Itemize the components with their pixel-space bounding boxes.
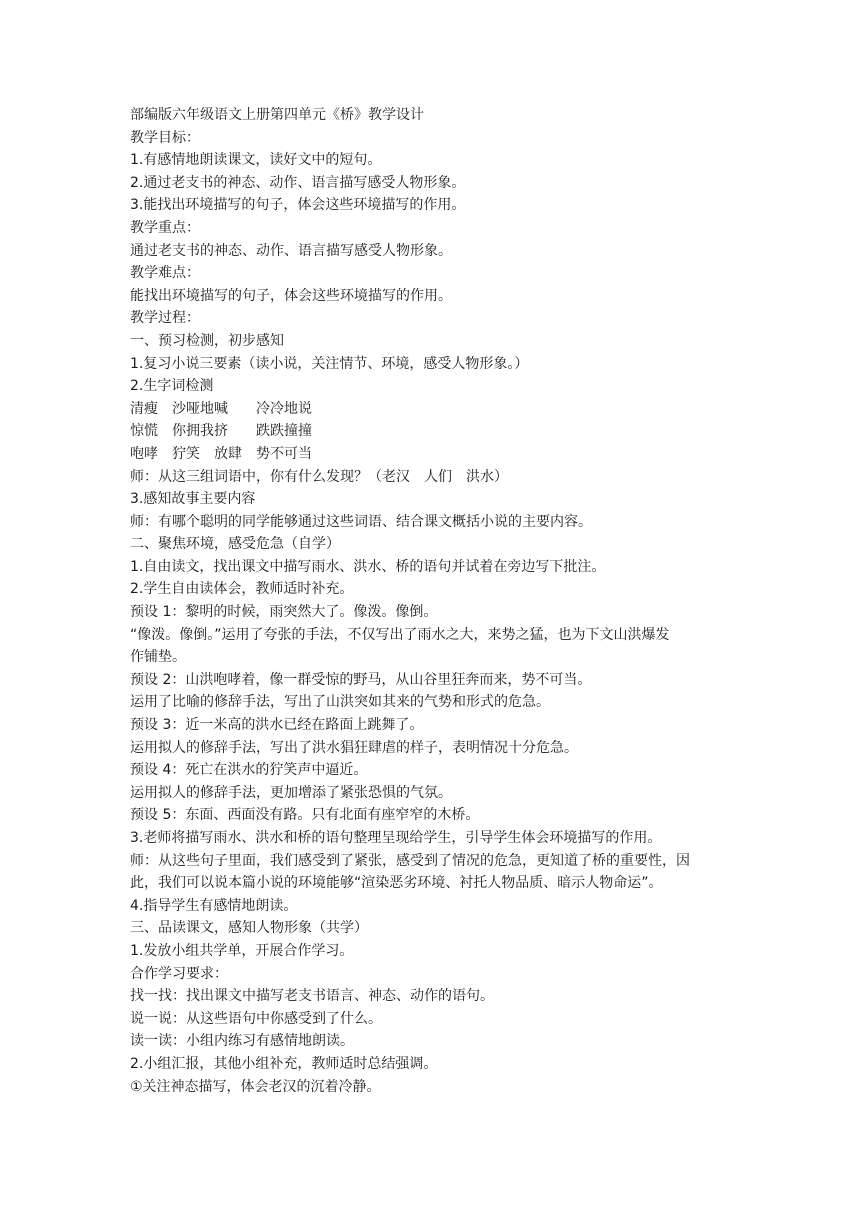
text-line: 预设 2：山洪咆哮着，像一群受惊的野马，从山谷里狂奔而来，势不可当。 [130, 671, 592, 688]
text-line: ①关注神态描写，体会老汉的沉着冷静。 [130, 1078, 381, 1095]
text-line: 预设 1：黎明的时候，雨突然大了。像泼。像倒。 [130, 604, 438, 621]
text-line: 教学过程： [130, 310, 200, 327]
text-line: 运用拟人的修辞手法，写出了洪水猖狂肆虐的样子，表明情况十分危急。 [130, 739, 578, 756]
text-line: 2.学生自由读体会，教师适时补充。 [130, 581, 354, 598]
text-line: 通过老支书的神态、动作、语言描写感受人物形象。 [130, 242, 452, 259]
text-line: 4.指导学生有感情地朗读。 [130, 897, 298, 914]
text-line: 清瘦 沙哑地喊 冷冷地说 [130, 400, 312, 417]
text-line: 教学重点： [130, 219, 200, 236]
text-line: 合作学习要求： [130, 965, 228, 982]
text-line: 2.小组汇报，其他小组补充，教师适时总结强调。 [130, 1055, 438, 1072]
text-line: 1.自由读文，找出课文中描写雨水、洪水、桥的语句并试着在旁边写下批注。 [130, 558, 606, 575]
text-line: “像泼。像倒。”运用了夸张的手法，不仅写出了雨水之大，来势之猛，也为下文山洪爆发 [130, 626, 670, 643]
text-line: 预设 4：死亡在洪水的狞笑声中逼近。 [130, 762, 368, 779]
text-line: 3.能找出环境描写的句子，体会这些环境描写的作用。 [130, 197, 466, 214]
text-line: 1.发放小组共学单，开展合作学习。 [130, 942, 354, 959]
text-line: 师：从这三组词语中，你有什么发现？（老汉 人们 洪水） [130, 468, 508, 485]
text-line: 3.老师将描写雨水、洪水和桥的语句整理呈现给学生，引导学生体会环境描写的作用。 [130, 830, 662, 846]
text-line: 教学目标： [130, 129, 200, 146]
text-line: 惊慌 你拥我挤 跌跌撞撞 [130, 423, 312, 440]
text-line: 预设 5：东面、西面没有路。只有北面有座窄窄的木桥。 [130, 807, 480, 824]
text-line: 说一说：从这些语句中你感受到了什么。 [130, 1010, 382, 1027]
text-line: 师：有哪个聪明的同学能够通过这些词语、结合课文概括小说的主要内容。 [130, 513, 592, 530]
document-title: 部编版六年级语文上册第四单元《桥》教学设计 [130, 107, 424, 123]
text-line: 读一读：小组内练习有感情地朗读。 [130, 1033, 354, 1050]
text-line: 3.感知故事主要内容 [130, 491, 256, 508]
text-line: 此，我们可以说本篇小说的环境能够“渲染恶劣环境、衬托人物品质、暗示人物命运”。 [130, 875, 663, 892]
text-line: 找一找：找出课文中描写老支书语言、神态、动作的语句。 [130, 988, 494, 1005]
text-line: 二、聚焦环境，感受危急（自学） [130, 536, 340, 553]
text-line: 运用了比喻的修辞手法，写出了山洪突如其来的气势和形式的危急。 [130, 694, 550, 711]
text-line: 2.通过老支书的神态、动作、语言描写感受人物形象。 [130, 174, 466, 191]
document-page [130, 104, 730, 1098]
text-line: 能找出环境描写的句子，体会这些环境描写的作用。 [130, 287, 452, 304]
text-line: 一、预习检测，初步感知 [130, 332, 284, 349]
text-line: 1.有感情地朗读课文，读好文中的短句。 [130, 152, 382, 169]
text-line: 预设 3：近一米高的洪水已经在路面上跳舞了。 [130, 717, 424, 734]
text-line: 1.复习小说三要素（读小说，关注情节、环境，感受人物形象。） [130, 355, 529, 372]
text-line: 教学难点： [130, 265, 200, 282]
text-line: 三、品读课文，感知人物形象（共学） [130, 920, 368, 937]
text-line: 师：从这些句子里面，我们感受到了紧张，感受到了情况的危急，更知道了桥的重要性，因 [130, 852, 690, 869]
text-line: 咆哮 狞笑 放肆 势不可当 [130, 445, 312, 462]
text-line: 作铺垫。 [130, 649, 186, 666]
text-line: 运用拟人的修辞手法，更加增添了紧张恐惧的气氛。 [130, 784, 452, 801]
text-line: 2.生字词检测 [130, 378, 214, 395]
